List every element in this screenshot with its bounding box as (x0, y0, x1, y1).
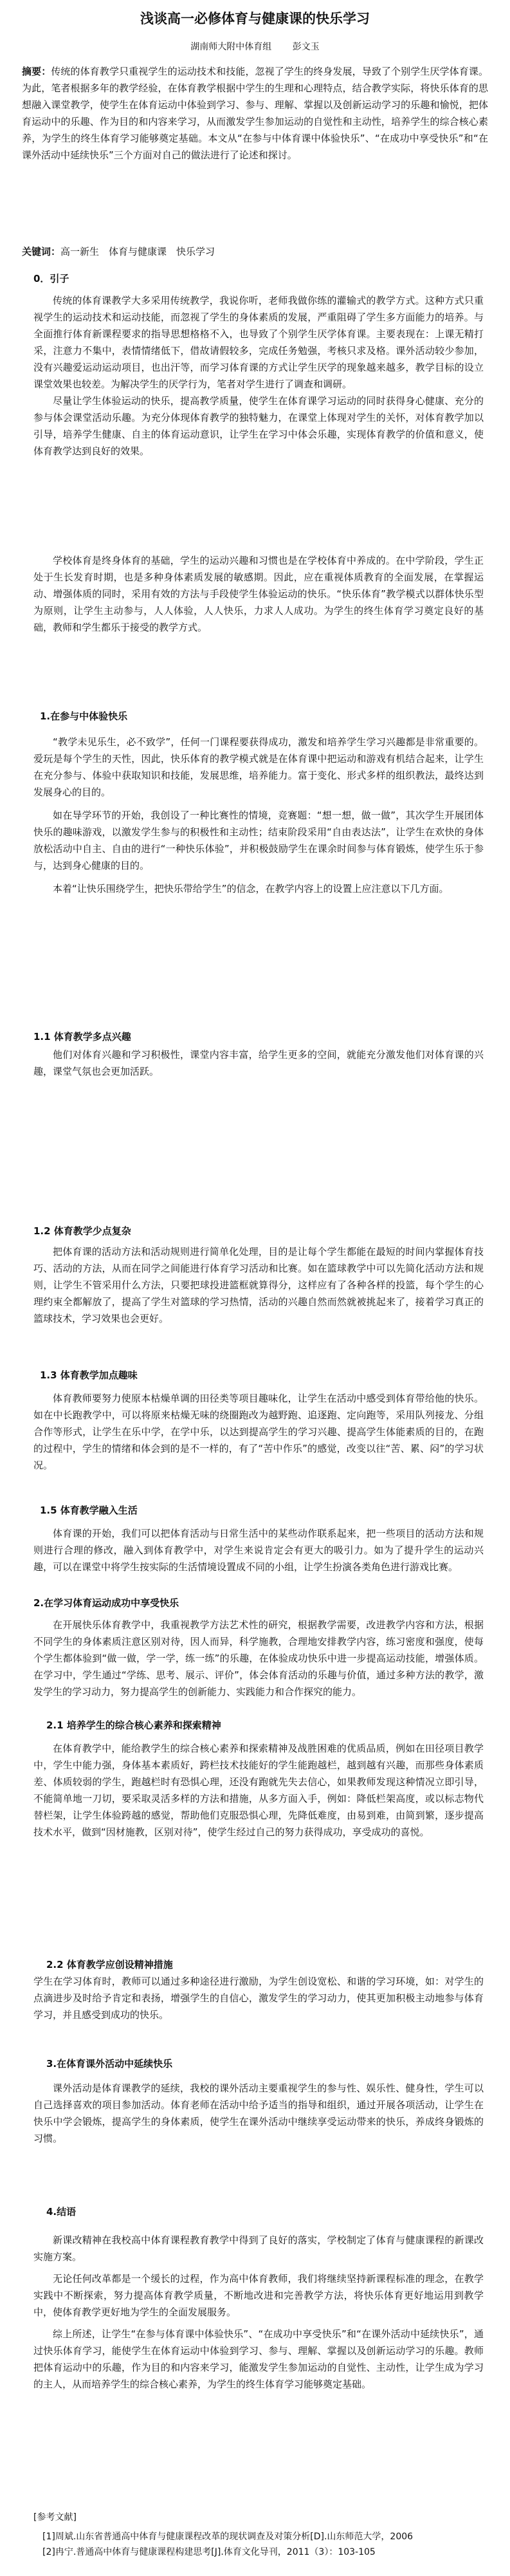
abstract-label: 摘要： (22, 66, 51, 77)
paragraph: “教学未见乐生，必不致学”，任何一门课程要获得成功，激发和培养学生学习兴趣都是非常重要的。爱玩是每个学生的天性，因此，快乐体育的教学模式就是在体育课中把运动和游戏有机结合起来，让学生在充分参与、体验中获取知识和技能，发展思维，培养能力。富于变化、形式多样的组织教法，最终达到发展身心的目的。 (33, 736, 484, 798)
subsection-heading-1-5: 1.5 体育教学融入生活 (40, 1505, 138, 1516)
paragraph: 他们对体育兴趣和学习积极性，课堂内容丰富，给学生更多的空间，就能充分激发他们对体育课的兴趣，课堂气氛也会更加活跃。 (33, 1049, 484, 1077)
author-line (0, 40, 510, 54)
keywords-text: 高一新生 体育与健康课 快乐学习 (60, 246, 215, 257)
paragraph: 综上所述，让学生“在参与体育课中体验快乐”、“在成功中享受快乐”和“在课外活动中延续快乐”，通过快乐体育学习，能使学生在体育运动中体验到学习、参与、理解、掌握以及创新运动学习的乐趣。教师把体育运动中的乐趣，作为目的和内容来学习，能激发学生参加运动的自觉性、主动性，让学生成为学习的主人，从而培养学生的综合核心素养，为学生的终生体育学习能够奠定基础。 (33, 2328, 484, 2390)
section-0-body-2 (33, 552, 484, 636)
subsection-1-1-body (33, 1046, 484, 1080)
section-3-body (33, 2080, 484, 2147)
reference-item: [1]周斌.山东省普通高中体育与健康课程改革的现状调查及对策分析[D].山东师范大学，2006 (42, 2532, 414, 2542)
section-heading-1: 1.在参与中体验快乐 (40, 710, 128, 722)
keywords-label: 关键词： (22, 246, 61, 257)
abstract-text: 传统的体育教学只重视学生的运动技术和技能，忽视了学生的终身发展，导致了个别学生厌学体育课。为此，笔者根据多年的教学经验，在体育教学根据中学生的生理和心理特点，结合教学实际，将快乐体育的思想融入课堂教学，使学生在体育运动中体验到学习、参与、理解、掌握以及创新运动学习的乐趣和愉悦，把体育运动中的乐趣、作为目的和内容来学习，从而激发学生参加运动的自觉性和主动性，培养学生的综合核心素养，为学生的终生体育学习能够奠定基础。本文从“在参与中体育课中体验快乐”、“在成功中享受快乐”和“在课外活动中延续快乐”三个方面对自己的做法进行了论述和探讨。 (22, 66, 488, 161)
section-2-body (33, 1617, 484, 1700)
paragraph: 体育教师要努力使原本枯燥单调的田径类等项目趣味化，让学生在活动中感受到体育带给他的快乐。如在中长跑教学中，可以将原来枯燥无味的绕圈跑改为越野跑、追逐跑、定向跑等，采用队列接龙、分组合作等形式，让学生在乐中学，在学中乐，以达到提高学生的学习兴趣、提高学生体能素质的目的，在跑的过程中，学生的情绪和体会到的是不一样的，有了“苦中作乐”的感觉，改变以往“苦、累、闷”的学习状况。 (33, 1393, 484, 1471)
paragraph: 在体育教学中，能给教学生的综合核心素养和探索精神及战胜困难的优质品质，例如在田径项目教学中，学生中能力强，身体基本素质好，跨栏技术技能好的学生能跑越栏，越到越有兴趣，而那些身体素质差、体质较弱的学生，跑越栏时有恐惧心理，还没有跑就先失去信心，如果教师发现这种情况立即引导，不能简单地一刀切，要采取灵活多样的方法和措施，从多方面入手，例如：降低栏架高度，或以标志物代替栏架，让学生体验跨越的感觉，帮助他们克服恐惧心理，先降低难度，由易到难，由简到繁，逐步提高技术水平，做到“因材施教，区别对待”，使学生经过自己的努力获得成功，享受成功的喜悦。 (33, 1743, 484, 1838)
paragraph: 新课改精神在我校高中体育课程教育教学中得到了良好的落实，学校制定了体育与健康课程的新课改实施方案。 (33, 2234, 484, 2263)
subsection-2-1-body (33, 1740, 484, 1840)
section-heading-2: 2.在学习体育运动成功中享受快乐 (33, 1597, 179, 1609)
affiliation: 湖南师大附中体育组 (190, 42, 272, 52)
section-heading-3: 3.在体育课外活动中延续快乐 (46, 2058, 173, 2070)
paragraph: 学生在学习体育时，教师可以通过多种途径进行激励，为学生创设宽松、和谐的学习环境，如：对学生的点滴进步及时给予肯定和表扬，增强学生的自信心，激发学生的学习动力，使其更加积极主动地参与体育学习，并且感受到成功的快乐。 (33, 1976, 484, 2021)
author-name: 彭文玉 (292, 42, 320, 52)
keywords (22, 243, 488, 260)
paragraph: 把体育课的活动方法和活动规则进行简单化处理，目的是让每个学生都能在最短的时间内掌握体育技巧、活动的方法，从而在同学之间能进行体育学习活动和比赛。如在篮球教学中可以先简化活动方法和规则，让学生不管采用什么方法，只要把球投进篮框就算得分，这样应有了各种各样的投篮，每个学生的心理约束全都解放了，提高了学生对篮球的学习热情，活动的兴趣自然而然就被挑起来了，接着学习真正的篮球技术，学习效果也会更好。 (33, 1246, 484, 1324)
paper-title: 浅谈高一必修体育与健康课的快乐学习 (140, 11, 370, 26)
subsection-heading-2-2: 2.2 体育教学应创设精神措施 (46, 1959, 173, 1970)
section-0-body (33, 292, 484, 459)
abstract (22, 63, 488, 163)
subsection-1-2-body (33, 1243, 484, 1327)
subsection-heading-2-1: 2.1 培养学生的综合核心素养和探索精神 (46, 1719, 221, 1731)
subsection-heading-1-3: 1.3 体育教学加点趣味 (40, 1369, 138, 1381)
section-heading-0: 0．引子 (33, 273, 69, 284)
paragraph: 体育课的开始，我们可以把体育活动与日常生活中的某些动作联系起来，把一些项目的活动方法和规则进行合理的修改，融入到体育教学中，对学生来说肯定会有更大的吸引力。如为了提升学生的运动兴趣，可以在课堂中将学生按实际的生活情境设置成不同的小组，让学生扮演各类角色进行游戏比赛。 (33, 1528, 484, 1573)
paragraph: 在开展快乐体育教学中，我重视教学方法艺术性的研究，根据教学需要，改进教学内容和方法，根据不同学生的身体素质注意区别对待，因人而异，科学施教，合理地安排教学内容，练习密度和强度，使每个学生都体验到“做一做，学一学，练一练”的乐趣，在体验成功快乐中进一步提高运动技能，增强体质。在学习中，学生通过“学练、思考、展示、评价”，体会体育活动的乐趣与价值，通过多种方法的教学，激发学生的学习动力，努力提高学生的创新能力、实践能力和合作探究的能力。 (33, 1619, 484, 1698)
paragraph: 传统的体育课教学大多采用传统教学，我说你听，老师我做你练的灌输式的教学方式。这种方式只重视学生的运动技术和运动技能，而忽视了学生的身体素质的发展，严重阻碍了学生多方面能力的培养。与全面推行体育新课程要求的指导思想格格不入，也导致了个别学生厌学体育课。主要表现在：上课无精打采，注意力不集中，表情情绪低下，借故请假较多，完成任务勉强，考核只求及格。课外活动较少参加，没有兴趣爱运动运动项目，也出汗等，而学习体育课的方式让学生厌学的现象越来越多，教学目标的设立课堂效果也较差。为解决学生的厌学行为，笔者对学生进行了调查和调研。 (33, 295, 484, 390)
references-label: [参考文献] (33, 2512, 77, 2523)
subsection-1-3-body (33, 1390, 484, 1474)
references (33, 2510, 477, 2560)
paragraph: 学校体育是终身体育的基础，学生的运动兴趣和习惯也是在学校体育中养成的。在中学阶段，学生正处于生长发育时期，也是多种身体素质发展的敏感期。因此，应在重视体质教育的全面发展，在掌握运动、增强体质的同时，采用有效的方法与手段使学生体验运动的快乐。“快乐体育”教学模式以群体快乐型为原则，让学生主动参与，人人体验，人人快乐，力求人人成功。为学生的终生体育学习奠定良好的基础，教师和学生都乐于接受的教学方式。 (33, 555, 484, 633)
subsection-2-2-body (33, 1973, 484, 2023)
paragraph: 课外活动是体育课教学的延续，我校的课外活动主要重视学生的参与性、娱乐性、健身性，学生可以自己选择喜欢的项目参加活动。体育老师在活动中给予适当的指导和组织，通过开展各项活动，让学生在快乐中学会锻炼，提高学生的身体素质，使学生在课外活动中继续享受运动带来的快乐，养成终身锻炼的习惯。 (33, 2082, 484, 2144)
section-1-body (33, 734, 484, 897)
subsection-heading-1-2: 1.2 体育教学少点复杂 (33, 1225, 131, 1237)
section-4-body (33, 2232, 484, 2393)
subsection-heading-1-1: 1.1 体育教学多点兴趣 (33, 1031, 131, 1042)
subsection-1-5-body (33, 1525, 484, 1575)
reference-item: [2]冉宁.普通高中体育与健康课程构建思考[J].体育文化导刊，2011（3）：103-105 (42, 2547, 376, 2557)
paragraph: 如在导学环节的开始，我创设了一种比赛性的情境，竞赛题：“想一想，做一做”，其次学生开展团体快乐的趣味游戏，以激发学生参与的积极性和主动性；结束阶段采用“自由表达法”，让学生在欢快的身体放松活动中自主、自由的进行“一种快乐体验”，并积极鼓励学生在课余时间参与体育锻炼，使学生乐于参与，达到身心健康的目的。 (33, 810, 484, 871)
paragraph: 无论任何改革都是一个缓长的过程，作为高中体育教师，我们将继续坚持新课程标准的理念，在教学实践中不断探索，努力提高体育教学质量，不断地改进和完善教学方法，将快乐体育更好地运用到教学中，使体育教学更好地为学生的全面发展服务。 (33, 2273, 484, 2318)
paragraph: 本着“让快乐围绕学生，把快乐带给学生”的信念，在教学内容上的设置上应注意以下几方面。 (53, 883, 449, 894)
section-heading-4: 4.结语 (46, 2206, 77, 2218)
paragraph: 尽量让学生体验运动的快乐，提高教学质量，使学生在体育课学习运动的同时获得身心健康、充分的参与体会课堂活动乐趣。为充分体现体育教学的独特魅力，在课堂上体现对学生的关怀，对体育教学加以引导，培养学生健康、自主的体育运动意识，让学生在学习中体会乐趣，实现体育教学的价值和意义，使体育教学达到良好的效果。 (33, 395, 484, 457)
